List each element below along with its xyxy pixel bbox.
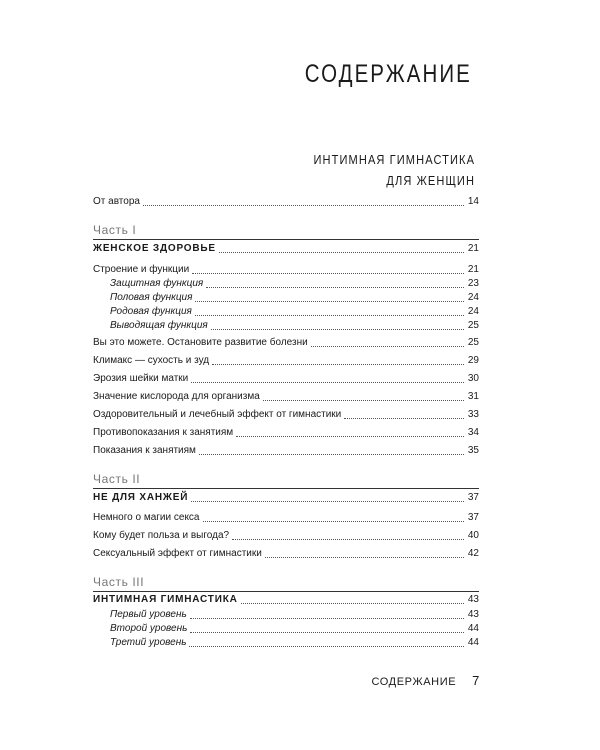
toc-entry-label: Родовая функция bbox=[110, 306, 192, 317]
toc-entry-label: Немного о магии секса bbox=[93, 512, 200, 523]
toc-entry-page: 43 bbox=[467, 609, 479, 620]
toc-entry-page: 25 bbox=[467, 320, 479, 331]
toc-entry-label: Сексуальный эффект от гимнастики bbox=[93, 548, 262, 559]
toc-entry[interactable] bbox=[93, 530, 479, 542]
leader-dots bbox=[311, 346, 464, 347]
book-title-line-2: ДЛЯ ЖЕНЩИН bbox=[386, 173, 475, 188]
toc-entry-label: Второй уровень bbox=[110, 623, 188, 634]
part-2-label: Часть II bbox=[93, 472, 141, 486]
toc-entry[interactable] bbox=[93, 337, 479, 349]
leader-dots bbox=[236, 436, 464, 437]
leader-dots bbox=[190, 632, 464, 633]
toc-subentry[interactable] bbox=[93, 320, 479, 332]
leader-dots bbox=[265, 557, 464, 558]
part-1-label: Часть I bbox=[93, 223, 137, 237]
toc-entry-label: Показания к занятиям bbox=[93, 445, 196, 456]
leader-dots bbox=[232, 539, 464, 540]
toc-entry[interactable] bbox=[93, 373, 479, 385]
toc-entry-page: 44 bbox=[467, 637, 479, 648]
toc-subentry[interactable] bbox=[93, 306, 479, 318]
toc-heading-page: 21 bbox=[467, 243, 479, 254]
toc-entry-label: Первый уровень bbox=[110, 609, 187, 620]
part-2-heading[interactable] bbox=[93, 492, 479, 504]
part-1-rule bbox=[93, 239, 479, 240]
toc-entry-label: От автора bbox=[93, 196, 140, 207]
leader-dots bbox=[206, 287, 464, 288]
leader-dots bbox=[344, 418, 464, 419]
toc-entry-label: Эрозия шейки матки bbox=[93, 373, 189, 384]
toc-entry-label: Значение кислорода для организма bbox=[93, 391, 260, 402]
page-title: СОДЕРЖАНИЕ bbox=[304, 60, 472, 88]
leader-dots bbox=[241, 603, 464, 604]
part-3-rule bbox=[93, 591, 479, 592]
toc-entry-page: 31 bbox=[467, 391, 479, 402]
leader-dots bbox=[143, 205, 464, 206]
toc-entry-page: 42 bbox=[467, 548, 479, 559]
toc-entry-label: Климакс — сухость и зуд bbox=[93, 355, 210, 366]
toc-entry-label: Оздоровительный и лечебный эффект от гимнастики bbox=[93, 409, 342, 420]
toc-entry-label: Строение и функции bbox=[93, 264, 190, 275]
leader-dots bbox=[191, 501, 464, 502]
leader-dots bbox=[190, 618, 464, 619]
toc-entry-page: 35 bbox=[467, 445, 479, 456]
toc-entry-label: Половая функция bbox=[110, 292, 193, 303]
toc-entry-page: 40 bbox=[467, 530, 479, 541]
leader-dots bbox=[189, 646, 464, 647]
leader-dots bbox=[211, 329, 464, 330]
toc-entry-page: 24 bbox=[467, 292, 479, 303]
running-head: СОДЕРЖАНИЕ bbox=[371, 676, 457, 688]
toc-entry-page: 29 bbox=[467, 355, 479, 366]
toc-entry-page: 44 bbox=[467, 623, 479, 634]
leader-dots bbox=[199, 454, 464, 455]
toc-entry-page: 25 bbox=[467, 337, 479, 348]
leader-dots bbox=[191, 382, 464, 383]
part-1-heading[interactable] bbox=[93, 243, 479, 255]
toc-entry-page: 21 bbox=[467, 264, 479, 275]
toc-entry-page: 24 bbox=[467, 306, 479, 317]
leader-dots bbox=[195, 301, 464, 302]
toc-entry[interactable] bbox=[93, 548, 479, 560]
table-of-contents bbox=[93, 0, 479, 750]
toc-subentry[interactable] bbox=[93, 609, 479, 621]
leader-dots bbox=[192, 273, 464, 274]
toc-entry[interactable] bbox=[93, 264, 479, 276]
toc-subentry[interactable] bbox=[93, 278, 479, 290]
toc-entry-label: Выводящая функция bbox=[110, 320, 208, 331]
page-number: 7 bbox=[472, 673, 480, 688]
part-3-heading[interactable] bbox=[93, 594, 479, 606]
toc-entry[interactable] bbox=[93, 512, 479, 524]
book-title-line-1: ИНТИМНАЯ ГИМНАСТИКА bbox=[313, 152, 475, 167]
toc-entry[interactable] bbox=[93, 427, 479, 439]
leader-dots bbox=[203, 521, 465, 522]
toc-subentry[interactable] bbox=[93, 292, 479, 304]
toc-heading-page: 43 bbox=[467, 594, 479, 605]
leader-dots bbox=[263, 400, 464, 401]
leader-dots bbox=[219, 252, 464, 253]
part-2-rule bbox=[93, 488, 479, 489]
toc-entry-intro[interactable] bbox=[93, 196, 479, 208]
page-footer bbox=[371, 673, 480, 688]
toc-entry-label: Третий уровень bbox=[110, 637, 187, 648]
toc-entry-label: Защитная функция bbox=[110, 278, 204, 289]
toc-heading-page: 37 bbox=[467, 492, 479, 503]
part-3-label: Часть III bbox=[93, 575, 145, 589]
toc-entry-label: Противопоказания к занятиям bbox=[93, 427, 234, 438]
toc-entry-page: 33 bbox=[467, 409, 479, 420]
toc-subentry[interactable] bbox=[93, 623, 479, 635]
toc-heading-label: НЕ ДЛЯ ХАНЖЕЙ bbox=[93, 492, 189, 503]
toc-heading-label: ИНТИМНАЯ ГИМНАСТИКА bbox=[93, 594, 238, 605]
toc-subentry[interactable] bbox=[93, 637, 479, 649]
toc-entry[interactable] bbox=[93, 445, 479, 457]
toc-entry-page: 37 bbox=[467, 512, 479, 523]
toc-entry-page: 34 bbox=[467, 427, 479, 438]
toc-entry-label: Вы это можете. Остановите развитие болезни bbox=[93, 337, 308, 348]
toc-entry-page: 23 bbox=[467, 278, 479, 289]
toc-entry-page: 14 bbox=[467, 196, 479, 207]
toc-entry[interactable] bbox=[93, 355, 479, 367]
toc-entry-page: 30 bbox=[467, 373, 479, 384]
toc-entry[interactable] bbox=[93, 391, 479, 403]
leader-dots bbox=[212, 364, 464, 365]
toc-heading-label: ЖЕНСКОЕ ЗДОРОВЬЕ bbox=[93, 243, 216, 254]
leader-dots bbox=[195, 315, 464, 316]
toc-entry-label: Кому будет польза и выгода? bbox=[93, 530, 230, 541]
toc-entry[interactable] bbox=[93, 409, 479, 421]
